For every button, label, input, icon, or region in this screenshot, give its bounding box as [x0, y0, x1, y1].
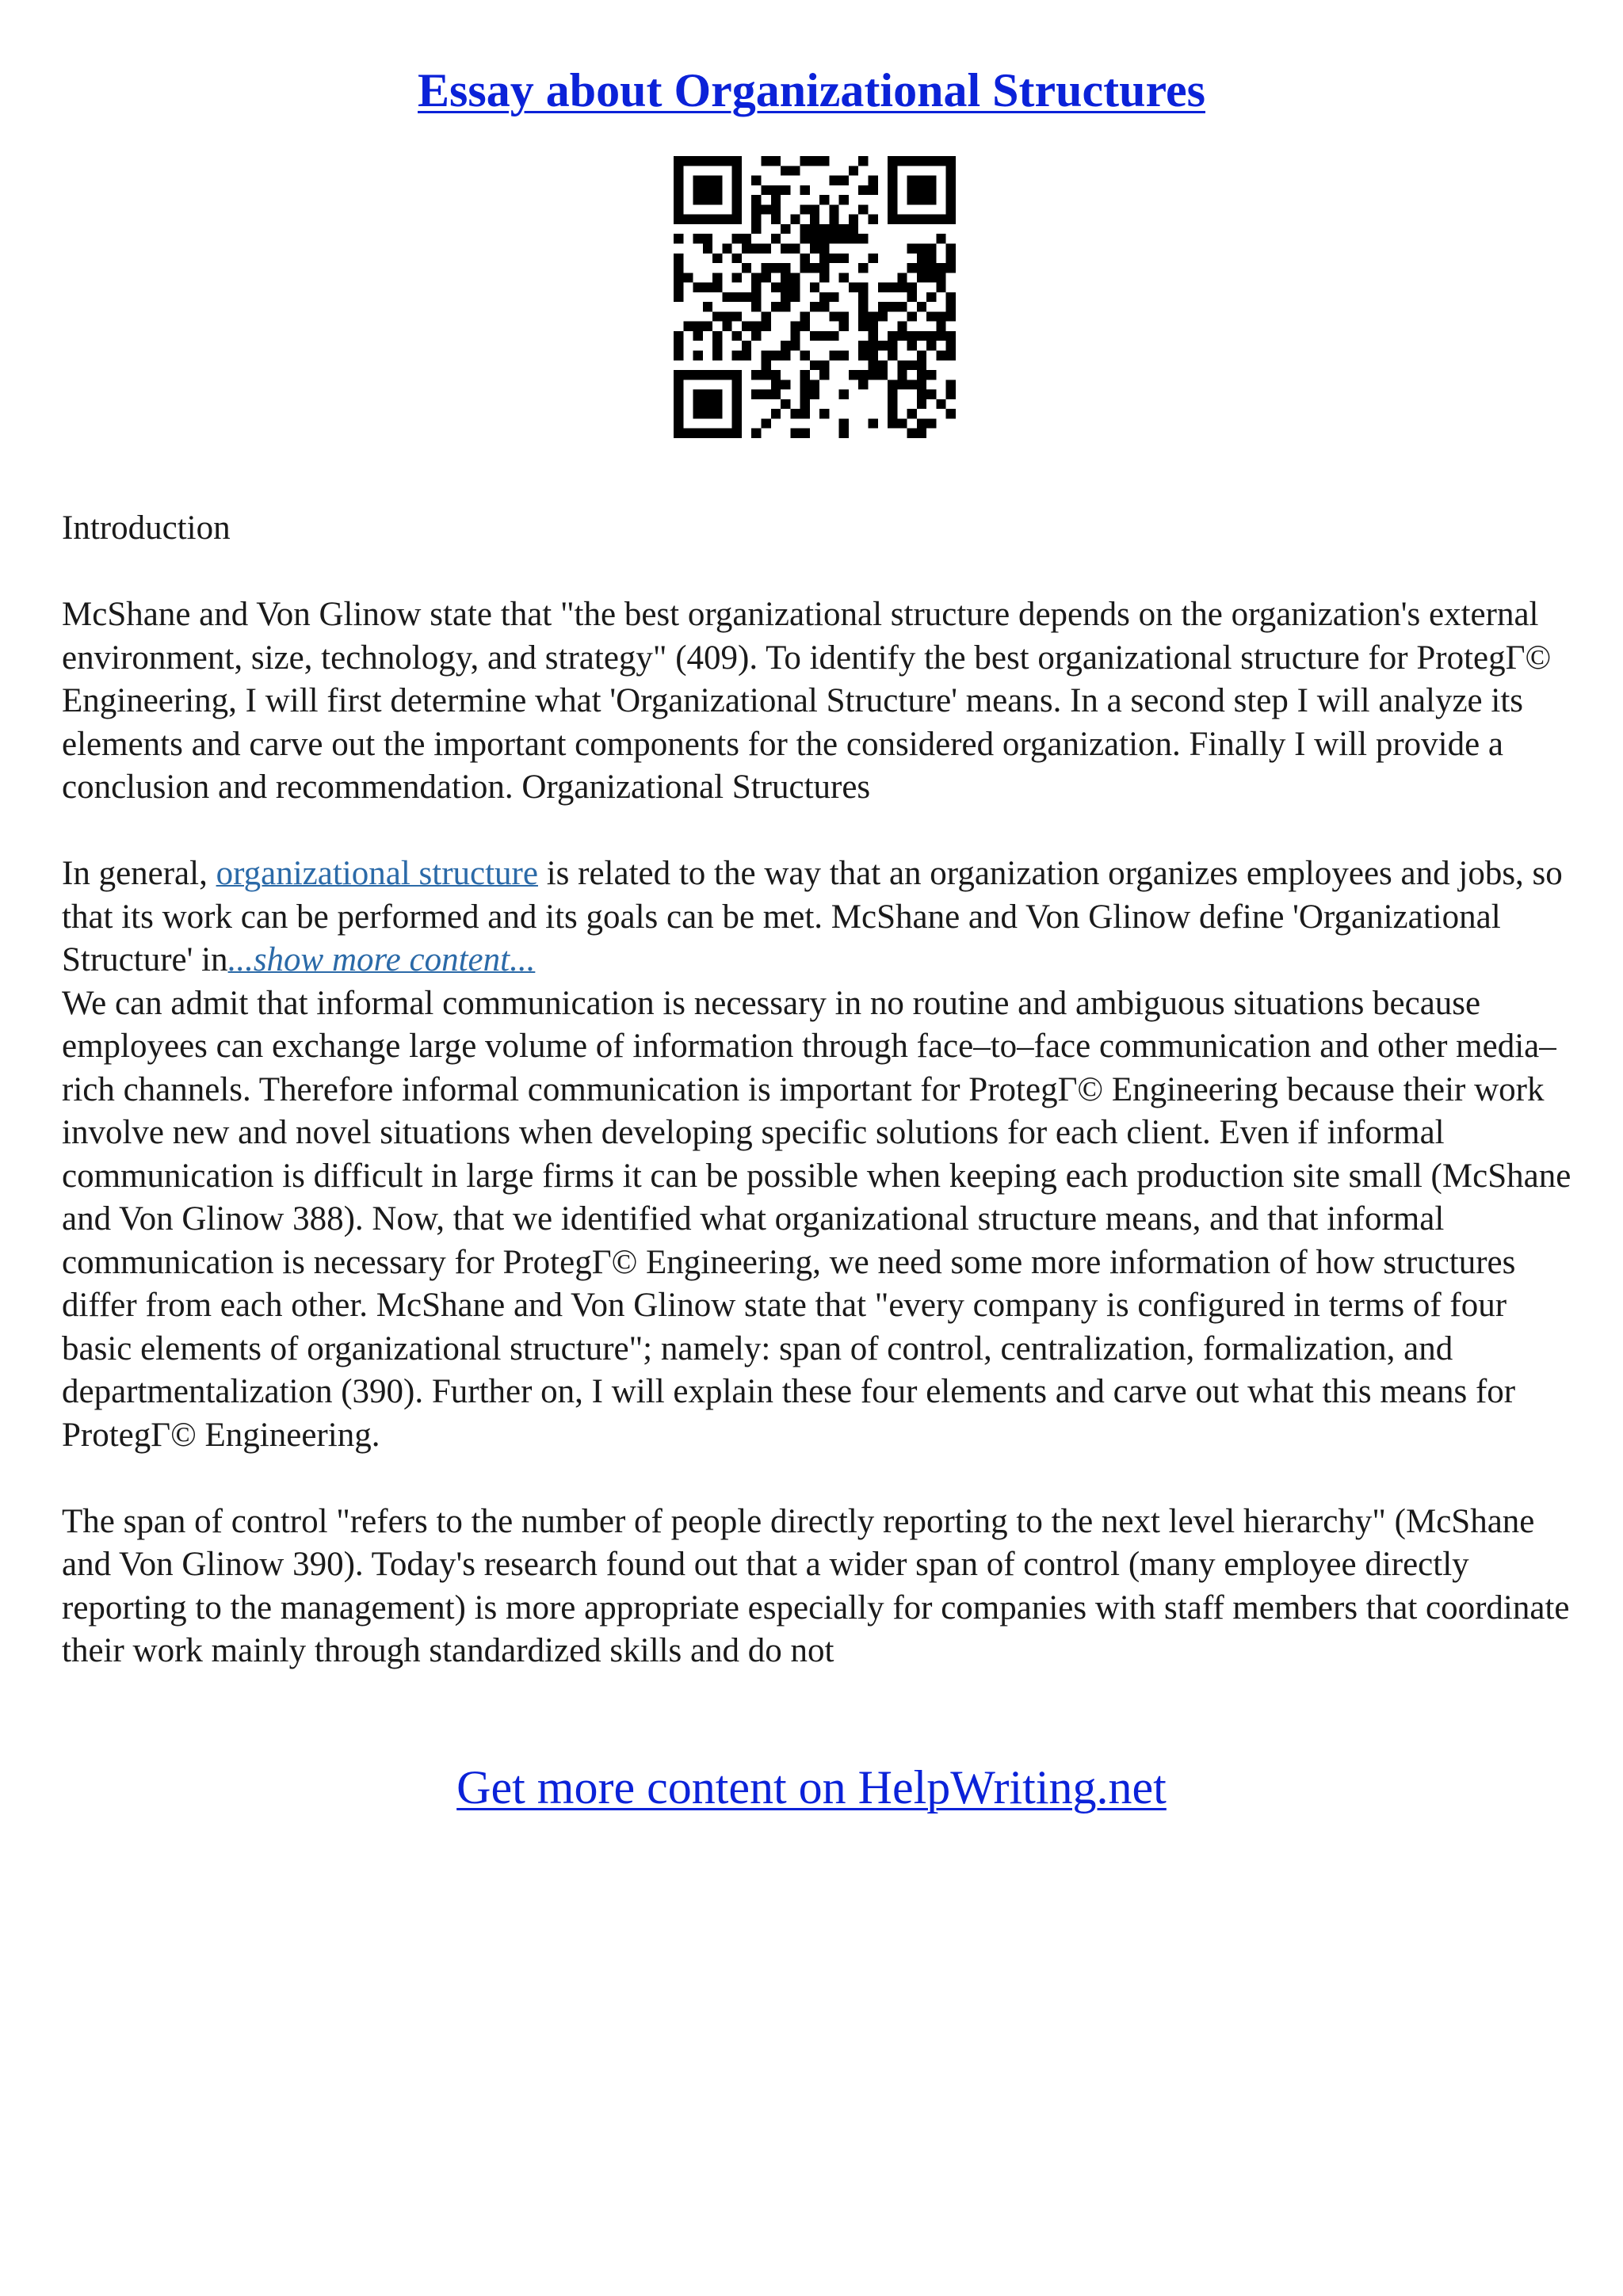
- paragraph-2-end: is related to the way that an organization organizes employees and jobs, so that its work can be performed and its goals can be met. McShane and Von Glinow define 'Organizational Structure' in: [62, 855, 1563, 978]
- paragraph-2-start: In general,: [62, 855, 216, 892]
- qr-code-icon: [674, 156, 956, 438]
- paragraph-4: The span of control "refers to the number of people directly reporting to the next level hierarchy" (McShane and Von Glinow 390). Today's research found out that a wider span of control (many employee directly reporting to the management) is more appropriate especially for companies with staff members that coordinate their work mainly through standardized skills and do not: [62, 1502, 1570, 1669]
- get-more-content-link[interactable]: Get more content on HelpWriting.net: [456, 1761, 1167, 1814]
- paragraph-2: [62, 852, 1577, 982]
- intro-heading: Introduction: [62, 509, 231, 547]
- paragraph-3: We can admit that informal communication is necessary in no routine and ambiguous situations because employees can exchange large volume of information through face–to–face communication and other media–rich channels. Therefore informal communication is important for ProtegГ© Engineering because their work involve new and novel situations when developing specific solutions for each client. Even if informal communication is difficult in large firms it can be possible when keeping each production site small (McShane and Von Glinow 388). Now, that we identified what organizational structure means, and that informal communication is necessary for ProtegГ© Engineering, we need some more information of how structures differ from each other. McShane and Von Glinow state that "every company is configured in terms of four basic elements of organizational structure"; namely: span of control, centralization, formalization, and departmentalization (390). Further on, I will explain these four elements and carve out what this means for ProtegГ© Engineering.: [62, 984, 1571, 1454]
- page-title: [0, 62, 1623, 119]
- show-more-link[interactable]: ...show more content...: [227, 941, 536, 978]
- organizational-structure-link[interactable]: organizational structure: [216, 855, 538, 892]
- essay-body: [62, 507, 1577, 1673]
- title-link[interactable]: Essay about Organizational Structures: [418, 64, 1205, 116]
- footer: [0, 1759, 1623, 1816]
- paragraph-1: McShane and Von Glinow state that "the best organizational structure depends on the organization's external environment, size, technology, and strategy" (409). To identify the best organizational structure for ProtegГ© Engineering, I will first determine what 'Organizational Structure' means. In a second step I will analyze its elements and carve out the important components for the considered organization. Finally I will provide a conclusion and recommendation. Organizational Structures: [62, 596, 1552, 806]
- qr-code-graphic: [674, 156, 956, 438]
